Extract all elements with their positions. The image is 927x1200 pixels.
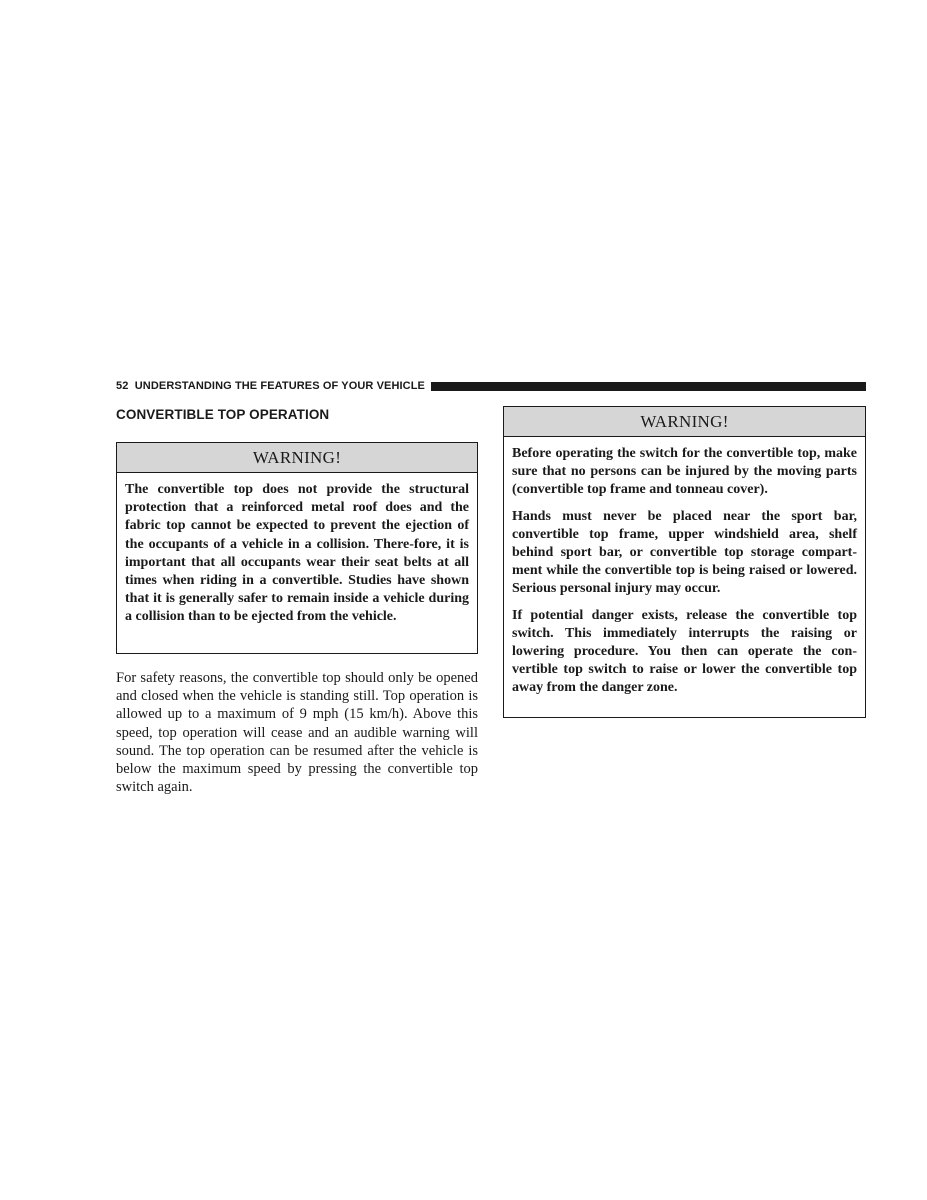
warning-paragraph: Before operating the switch for the convertible top, make sure that no persons can be injured by the moving parts (convertible top frame and tonneau cover).: [512, 446, 857, 498]
warning-body: [117, 473, 477, 633]
page-number: 52: [116, 380, 129, 392]
warning-box-right: [503, 406, 866, 718]
body-paragraph: For safety reasons, the convertible top should only be opened and closed when the vehicle is standing still. Top operation is allowed up to a maximum of 9 mph (15 km/h). Above this speed, top operation will cease and an audible warning will sound. The top operation can be resumed after the vehicle is below the maximum speed by pressing the convertible top switch again.: [116, 670, 478, 796]
warning-paragraph: The convertible top does not provide the structural protection that a reinforced metal roof does and the fabric top cannot be expected to prevent the ejection of the occupants of a vehicle in a collision. There-fore, it is important that all occupants wear their seat belts at all times when riding in a convertible. Studies have shown that it is generally safer to remain inside a vehicle during a collision than to be ejected from the vehicle.: [125, 482, 469, 625]
warning-paragraph: Hands must never be placed near the sport bar, convertible top frame, upper windshield area, shelf behind sport bar, or convertible top storage compart-ment while the convertible top is being raised or lowered. Serious personal injury may occur.: [512, 508, 857, 597]
header-section-title: UNDERSTANDING THE FEATURES OF YOUR VEHICLE: [134, 380, 425, 392]
section-title: CONVERTIBLE TOP OPERATION: [116, 407, 330, 422]
page-header: [116, 379, 866, 393]
warning-heading: WARNING!: [117, 443, 477, 473]
warning-paragraph: If potential danger exists, release the convertible top switch. This immediately interrupts the raising or lowering procedure. You then can operate the con-vertible top switch to raise or lower the convertible top away from the danger zone.: [512, 607, 857, 696]
warning-box-left: [116, 442, 478, 654]
header-text: [116, 380, 431, 392]
warning-heading: WARNING!: [504, 407, 865, 437]
header-rule: [431, 382, 866, 391]
warning-body: [504, 437, 865, 704]
